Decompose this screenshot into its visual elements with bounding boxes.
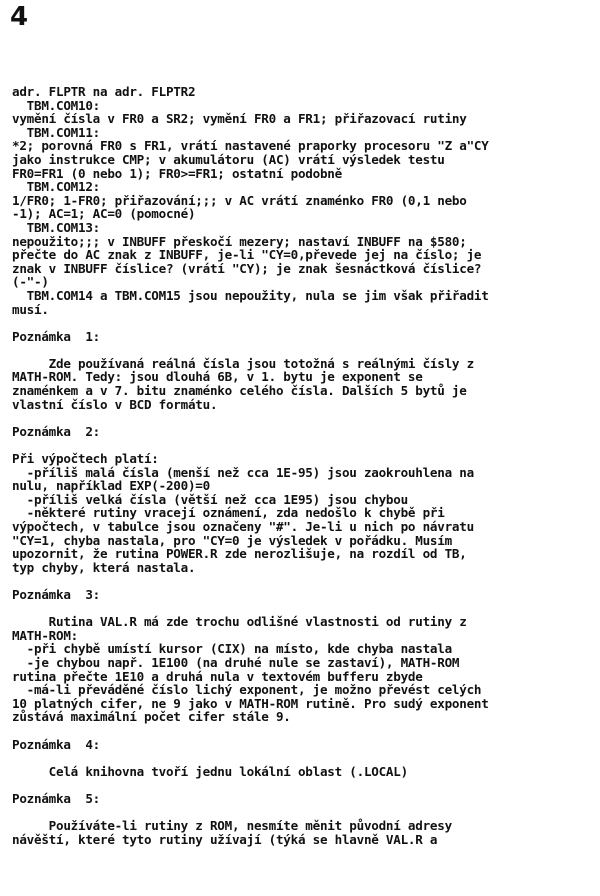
note-heading: Poznámka 5:	[12, 790, 100, 806]
text-line: -příliš velká čísla (větší než cca 1E95) jsou chybou	[12, 491, 408, 507]
page-number: 4	[10, 2, 29, 32]
text-line: vymění čísla v FR0 a SR2; vymění FR0 a FR1; přiřazovací rutiny	[12, 111, 467, 127]
text-line: zůstává maximální počet cifer stále 9.	[12, 709, 291, 725]
text-line: výpočtech, v tabulce jsou označeny "#". Je-li u nich po návratu	[12, 519, 474, 534]
text-line: 10 platných cifer, ne 9 jako v MATH-ROM rutině. Pro sudý exponent	[12, 695, 489, 711]
text-line: rutina přečte 1E10 a druhá nula v textovém bufferu zbyde	[12, 668, 423, 684]
text-line: 1/FR0; 1-FR0; přiřazování;;; v AC vrátí znaménko FR0 (0,1 nebo	[12, 192, 467, 208]
text-line: Celá knihovna tvoří jednu lokální oblast (.LOCAL)	[12, 763, 408, 779]
text-line: adr. FLPTR na adr. FLPTR2	[12, 84, 196, 99]
text-line: -příliš malá čísla (menší než cca 1E-95) jsou zaokrouhlena na	[12, 464, 474, 480]
text-line: -má-li převáděné číslo lichý exponent, je možno převést celých	[12, 682, 482, 698]
text-line: upozornit, že rutina POWER.R zde nerozlišuje, na rozdíl od TB,	[12, 546, 467, 562]
text-line: nepoužito;;; v INBUFF přeskočí mezery; nastaví INBUFF na $580;	[12, 233, 467, 249]
text-line: -při chybě umístí kursor (CIX) na místo, kde chyba nastala	[12, 641, 452, 657]
text-line: vlastní číslo v BCD formátu.	[12, 396, 218, 412]
text-line: přečte do AC znak z INBUFF, je-li "CY=0,převede jej na číslo; je	[12, 247, 482, 263]
document-body	[12, 85, 594, 846]
note-2	[12, 425, 594, 575]
text-line: návěští, které tyto rutiny užívají (týká se hlavně VAL.R a	[12, 831, 438, 847]
section-label: TBM.COM11:	[12, 124, 100, 140]
text-line: Používáte-li rutiny z ROM, nesmíte měnit původní adresy	[12, 818, 452, 834]
text-line: TBM.COM14 a TBM.COM15 jsou nepoužity, nula se jim však přiřadit	[12, 287, 489, 303]
text-line: jako instrukce CMP; v akumulátoru (AC) vrátí výsledek testu	[12, 151, 445, 167]
text-line: MATH-ROM. Tedy: jsou dlouhá 6B, v 1. bytu je exponent se	[12, 369, 423, 385]
text-line: znak v INBUFF číslice? (vrátí "CY); je znak šesnáctková číslice?	[12, 260, 482, 276]
text-line: Zde používaná reálná čísla jsou totožná s reálnými čísly z	[12, 355, 474, 371]
text-line: "CY=1, chyba nastala, pro "CY=0 je výsledek v pořádku. Musím	[12, 532, 452, 548]
text-line: FR0=FR1 (0 nebo 1); FR0>=FR1; ostatní podobně	[12, 165, 342, 181]
text-line: -1); AC=1; AC=0 (pomocné)	[12, 206, 196, 222]
section-label: TBM.COM10:	[12, 97, 100, 113]
section-label: TBM.COM13:	[12, 219, 100, 235]
note-heading: Poznámka 1:	[12, 328, 100, 344]
note-heading: Poznámka 2:	[12, 423, 100, 439]
note-5	[12, 792, 594, 846]
text-line: nulu, například EXP(-200)=0	[12, 478, 210, 494]
note-heading: Poznámka 4:	[12, 736, 100, 752]
note-3	[12, 588, 594, 724]
text-line: typ chyby, která nastala.	[12, 559, 196, 575]
text-line: musí.	[12, 301, 49, 317]
routine-descriptions	[12, 85, 594, 316]
text-line: Při výpočtech platí:	[12, 451, 159, 467]
text-line: znaménkem a v 7. bitu znaménko celého čísla. Dalších 5 bytů je	[12, 383, 467, 399]
text-line: *2; porovná FR0 s FR1, vrátí nastavené praporky procesoru "Z a"CY	[12, 138, 489, 154]
text-line: -je chybou např. 1E100 (na druhé nule se zastaví), MATH-ROM	[12, 654, 460, 670]
text-line: MATH-ROM:	[12, 627, 78, 643]
note-1	[12, 330, 594, 412]
text-line: (-"-)	[12, 274, 49, 290]
note-4	[12, 738, 594, 779]
note-heading: Poznámka 3:	[12, 586, 100, 602]
text-line: Rutina VAL.R má zde trochu odlišné vlastnosti od rutiny z	[12, 614, 467, 630]
text-line: -některé rutiny vracejí oznámení, zda nedošlo k chybě při	[12, 505, 445, 521]
section-label: TBM.COM12:	[12, 179, 100, 195]
